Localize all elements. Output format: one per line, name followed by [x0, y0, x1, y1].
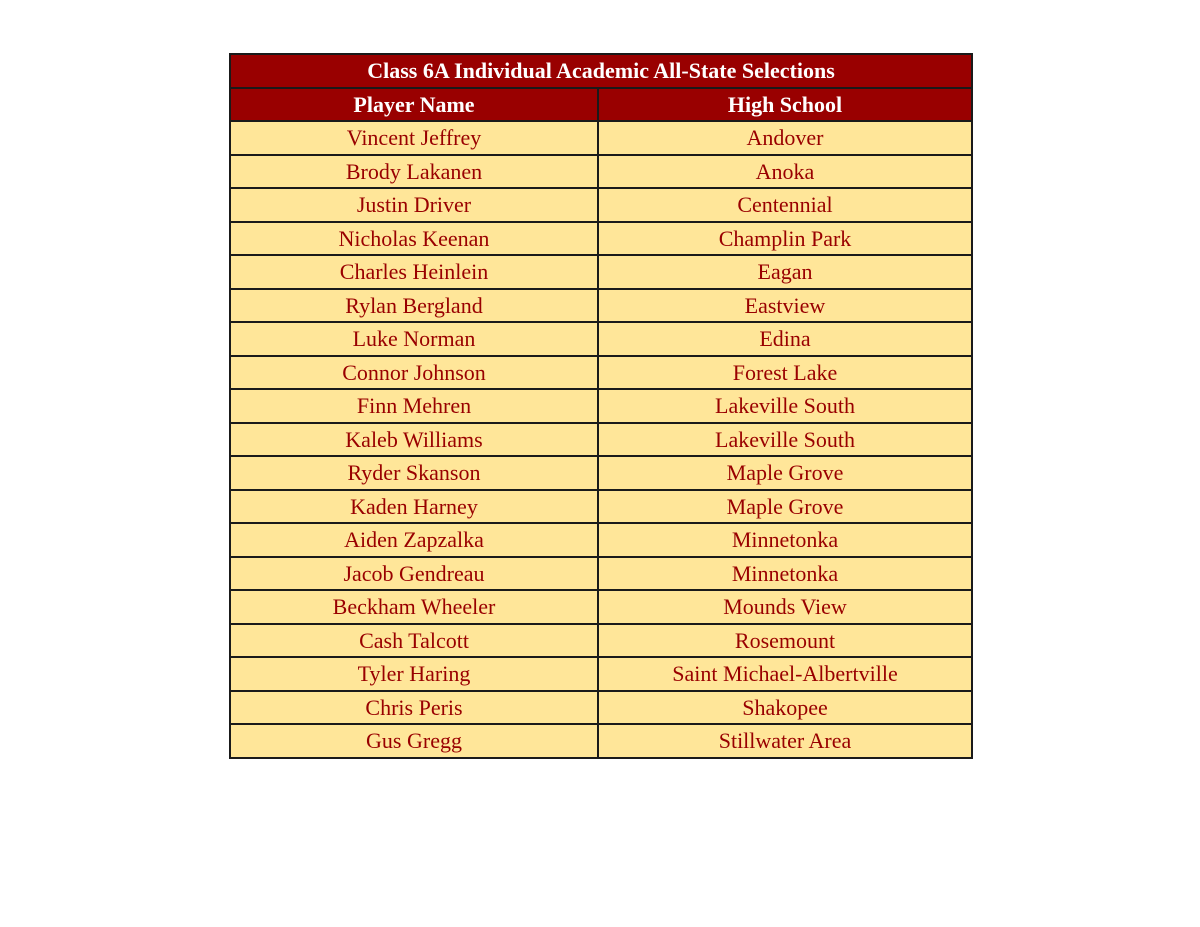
high-school-cell: Stillwater Area	[598, 724, 972, 758]
high-school-cell: Lakeville South	[598, 389, 972, 423]
high-school-cell: Minnetonka	[598, 557, 972, 591]
high-school-cell: Forest Lake	[598, 356, 972, 390]
player-name-cell: Chris Peris	[230, 691, 598, 725]
player-name-cell: Vincent Jeffrey	[230, 121, 598, 155]
player-name-cell: Luke Norman	[230, 322, 598, 356]
high-school-cell: Champlin Park	[598, 222, 972, 256]
high-school-cell: Maple Grove	[598, 456, 972, 490]
table-row	[230, 121, 972, 155]
high-school-cell: Lakeville South	[598, 423, 972, 457]
player-name-cell: Brody Lakanen	[230, 155, 598, 189]
player-name-cell: Ryder Skanson	[230, 456, 598, 490]
player-name-cell: Tyler Haring	[230, 657, 598, 691]
high-school-cell: Anoka	[598, 155, 972, 189]
table-row	[230, 423, 972, 457]
table-row	[230, 289, 972, 323]
high-school-cell: Centennial	[598, 188, 972, 222]
table-row	[230, 255, 972, 289]
player-name-cell: Nicholas Keenan	[230, 222, 598, 256]
player-name-cell: Gus Gregg	[230, 724, 598, 758]
column-header-player-name: Player Name	[230, 88, 598, 122]
high-school-cell: Minnetonka	[598, 523, 972, 557]
table-row	[230, 155, 972, 189]
selections-table	[229, 53, 973, 759]
high-school-cell: Edina	[598, 322, 972, 356]
table-row	[230, 456, 972, 490]
high-school-cell: Rosemount	[598, 624, 972, 658]
table-row	[230, 490, 972, 524]
player-name-cell: Cash Talcott	[230, 624, 598, 658]
high-school-cell: Eagan	[598, 255, 972, 289]
table-row	[230, 322, 972, 356]
table-row	[230, 557, 972, 591]
player-name-cell: Aiden Zapzalka	[230, 523, 598, 557]
column-header-high-school: High School	[598, 88, 972, 122]
high-school-cell: Shakopee	[598, 691, 972, 725]
player-name-cell: Finn Mehren	[230, 389, 598, 423]
high-school-cell: Saint Michael-Albertville	[598, 657, 972, 691]
high-school-cell: Maple Grove	[598, 490, 972, 524]
table-row	[230, 188, 972, 222]
player-name-cell: Connor Johnson	[230, 356, 598, 390]
player-name-cell: Kaden Harney	[230, 490, 598, 524]
player-name-cell: Beckham Wheeler	[230, 590, 598, 624]
table-row	[230, 523, 972, 557]
player-name-cell: Justin Driver	[230, 188, 598, 222]
high-school-cell: Mounds View	[598, 590, 972, 624]
player-name-cell: Kaleb Williams	[230, 423, 598, 457]
player-name-cell: Charles Heinlein	[230, 255, 598, 289]
high-school-cell: Andover	[598, 121, 972, 155]
table-row	[230, 590, 972, 624]
table-title-row	[230, 54, 972, 88]
table-row	[230, 356, 972, 390]
table-row	[230, 624, 972, 658]
table-row	[230, 691, 972, 725]
high-school-cell: Eastview	[598, 289, 972, 323]
table-row	[230, 389, 972, 423]
table-row	[230, 222, 972, 256]
table-title: Class 6A Individual Academic All-State Selections	[230, 54, 972, 88]
table-body	[230, 121, 972, 758]
table-row	[230, 724, 972, 758]
table-row	[230, 657, 972, 691]
player-name-cell: Jacob Gendreau	[230, 557, 598, 591]
column-header-row	[230, 88, 972, 122]
player-name-cell: Rylan Bergland	[230, 289, 598, 323]
